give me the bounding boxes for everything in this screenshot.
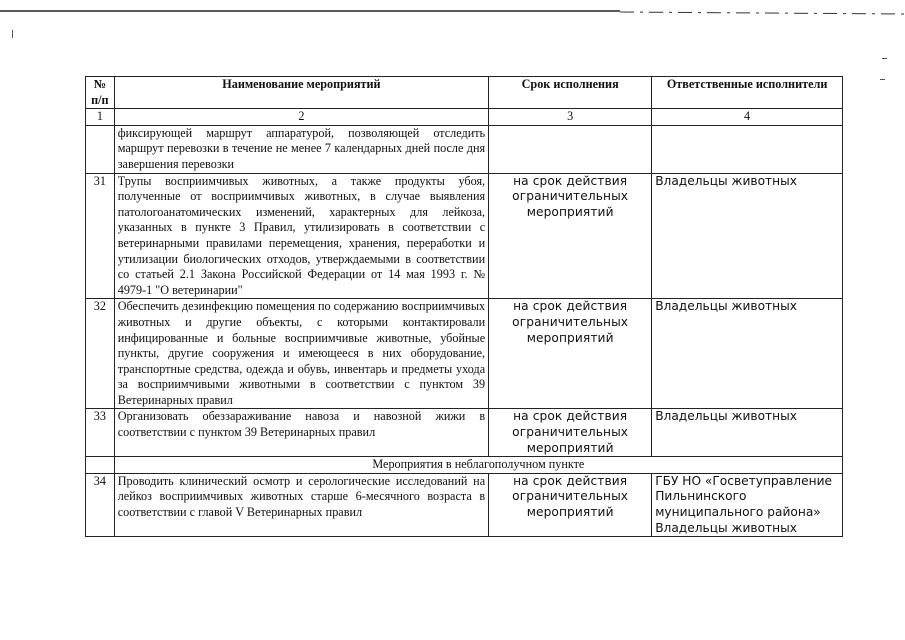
row-number: [86, 125, 115, 173]
responsible-owners: Владельцы животных: [655, 520, 797, 535]
table-row: [86, 125, 843, 173]
table-row: [86, 409, 843, 457]
deadline-text: на срок действия ограничительных мероприятий: [489, 409, 652, 457]
responsible-organization: ГБУ НО «Госветуправление Пильнинского муниципального района»: [655, 473, 832, 520]
header-no: № п/п: [86, 77, 115, 109]
row-number: 31: [86, 173, 115, 299]
column-numbers-row: [86, 109, 843, 126]
table-header-row: [86, 77, 843, 109]
responsible-text: Владельцы животных: [652, 299, 843, 409]
column-number: 3: [489, 109, 652, 126]
responsible-text: Владельцы животных: [652, 173, 843, 299]
measure-text: Обеспечить дезинфекцию помещения по содержанию восприимчивых животных и другие объекты, с которыми контактировали инфицированные и больные восприимчивые животные, убойные пункты, другие сооружения и имеющееся в них оборудование, транспортные средства, одежда и обувь, инвентарь и предметы ухода за восприимчивыми животными в соответствии с пунктом 39 Ветеринарных правил: [114, 299, 488, 409]
responsible-text: Владельцы животных: [652, 409, 843, 457]
header-responsible: Ответственные исполнители: [652, 77, 843, 109]
column-number: 2: [114, 109, 488, 126]
row-number: 32: [86, 299, 115, 409]
row-number: 34: [86, 473, 115, 536]
column-number: 1: [86, 109, 115, 126]
row-number: 33: [86, 409, 115, 457]
table-row: [86, 473, 843, 536]
deadline-text: на срок действия ограничительных мероприятий: [489, 173, 652, 299]
deadline-text: на срок действия ограничительных мероприятий: [489, 473, 652, 536]
deadline-text: на срок действия ограничительных мероприятий: [489, 299, 652, 409]
responsible-text: [652, 125, 843, 173]
measure-text: Трупы восприимчивых животных, а также продукты убоя, полученные от восприимчивых животных, в случае выявления патологоанатомических изменений, характерных для лейкоза, указанных в пункте 3 Правил, утилизировать в соответствии с ветеринарными правилами перемещения, хранения, переработки и утилизации биологических отходов, утверждаемыми в соответствии со статьей 2.1 Закона Российской Федерации от 14 мая 1993 г. № 4979-1 "О ветеринарии": [114, 173, 488, 299]
section-heading-row: [86, 457, 843, 474]
section-heading: Мероприятия в неблагополучном пункте: [114, 457, 842, 474]
table-row: [86, 299, 843, 409]
measure-text: Проводить клинический осмотр и серологические исследований на лейкоз восприимчивых животных старше 6-месячного возраста в соответствии с главой V Ветеринарных правил: [114, 473, 488, 536]
column-number: 4: [652, 109, 843, 126]
measure-text: фиксирующей маршрут аппаратурой, позволяющей отследить маршрут перевозки в течение не менее 7 календарных дней после дня завершения перевозки: [114, 125, 488, 173]
measures-table: [85, 76, 843, 537]
section-heading-spacer: [86, 457, 115, 474]
header-name: Наименование мероприятий: [114, 77, 488, 109]
responsible-cell: [652, 473, 843, 536]
table-row: [86, 173, 843, 299]
scan-mark: [12, 30, 13, 38]
measure-text: Организовать обеззараживание навоза и навозной жижи в соответствии с пунктом 39 Ветеринарных правил: [114, 409, 488, 457]
deadline-text: [489, 125, 652, 173]
scan-mark: [880, 79, 885, 80]
scan-top-edge: [0, 8, 905, 18]
header-deadline: Срок исполнения: [489, 77, 652, 109]
scan-mark: [882, 58, 887, 59]
